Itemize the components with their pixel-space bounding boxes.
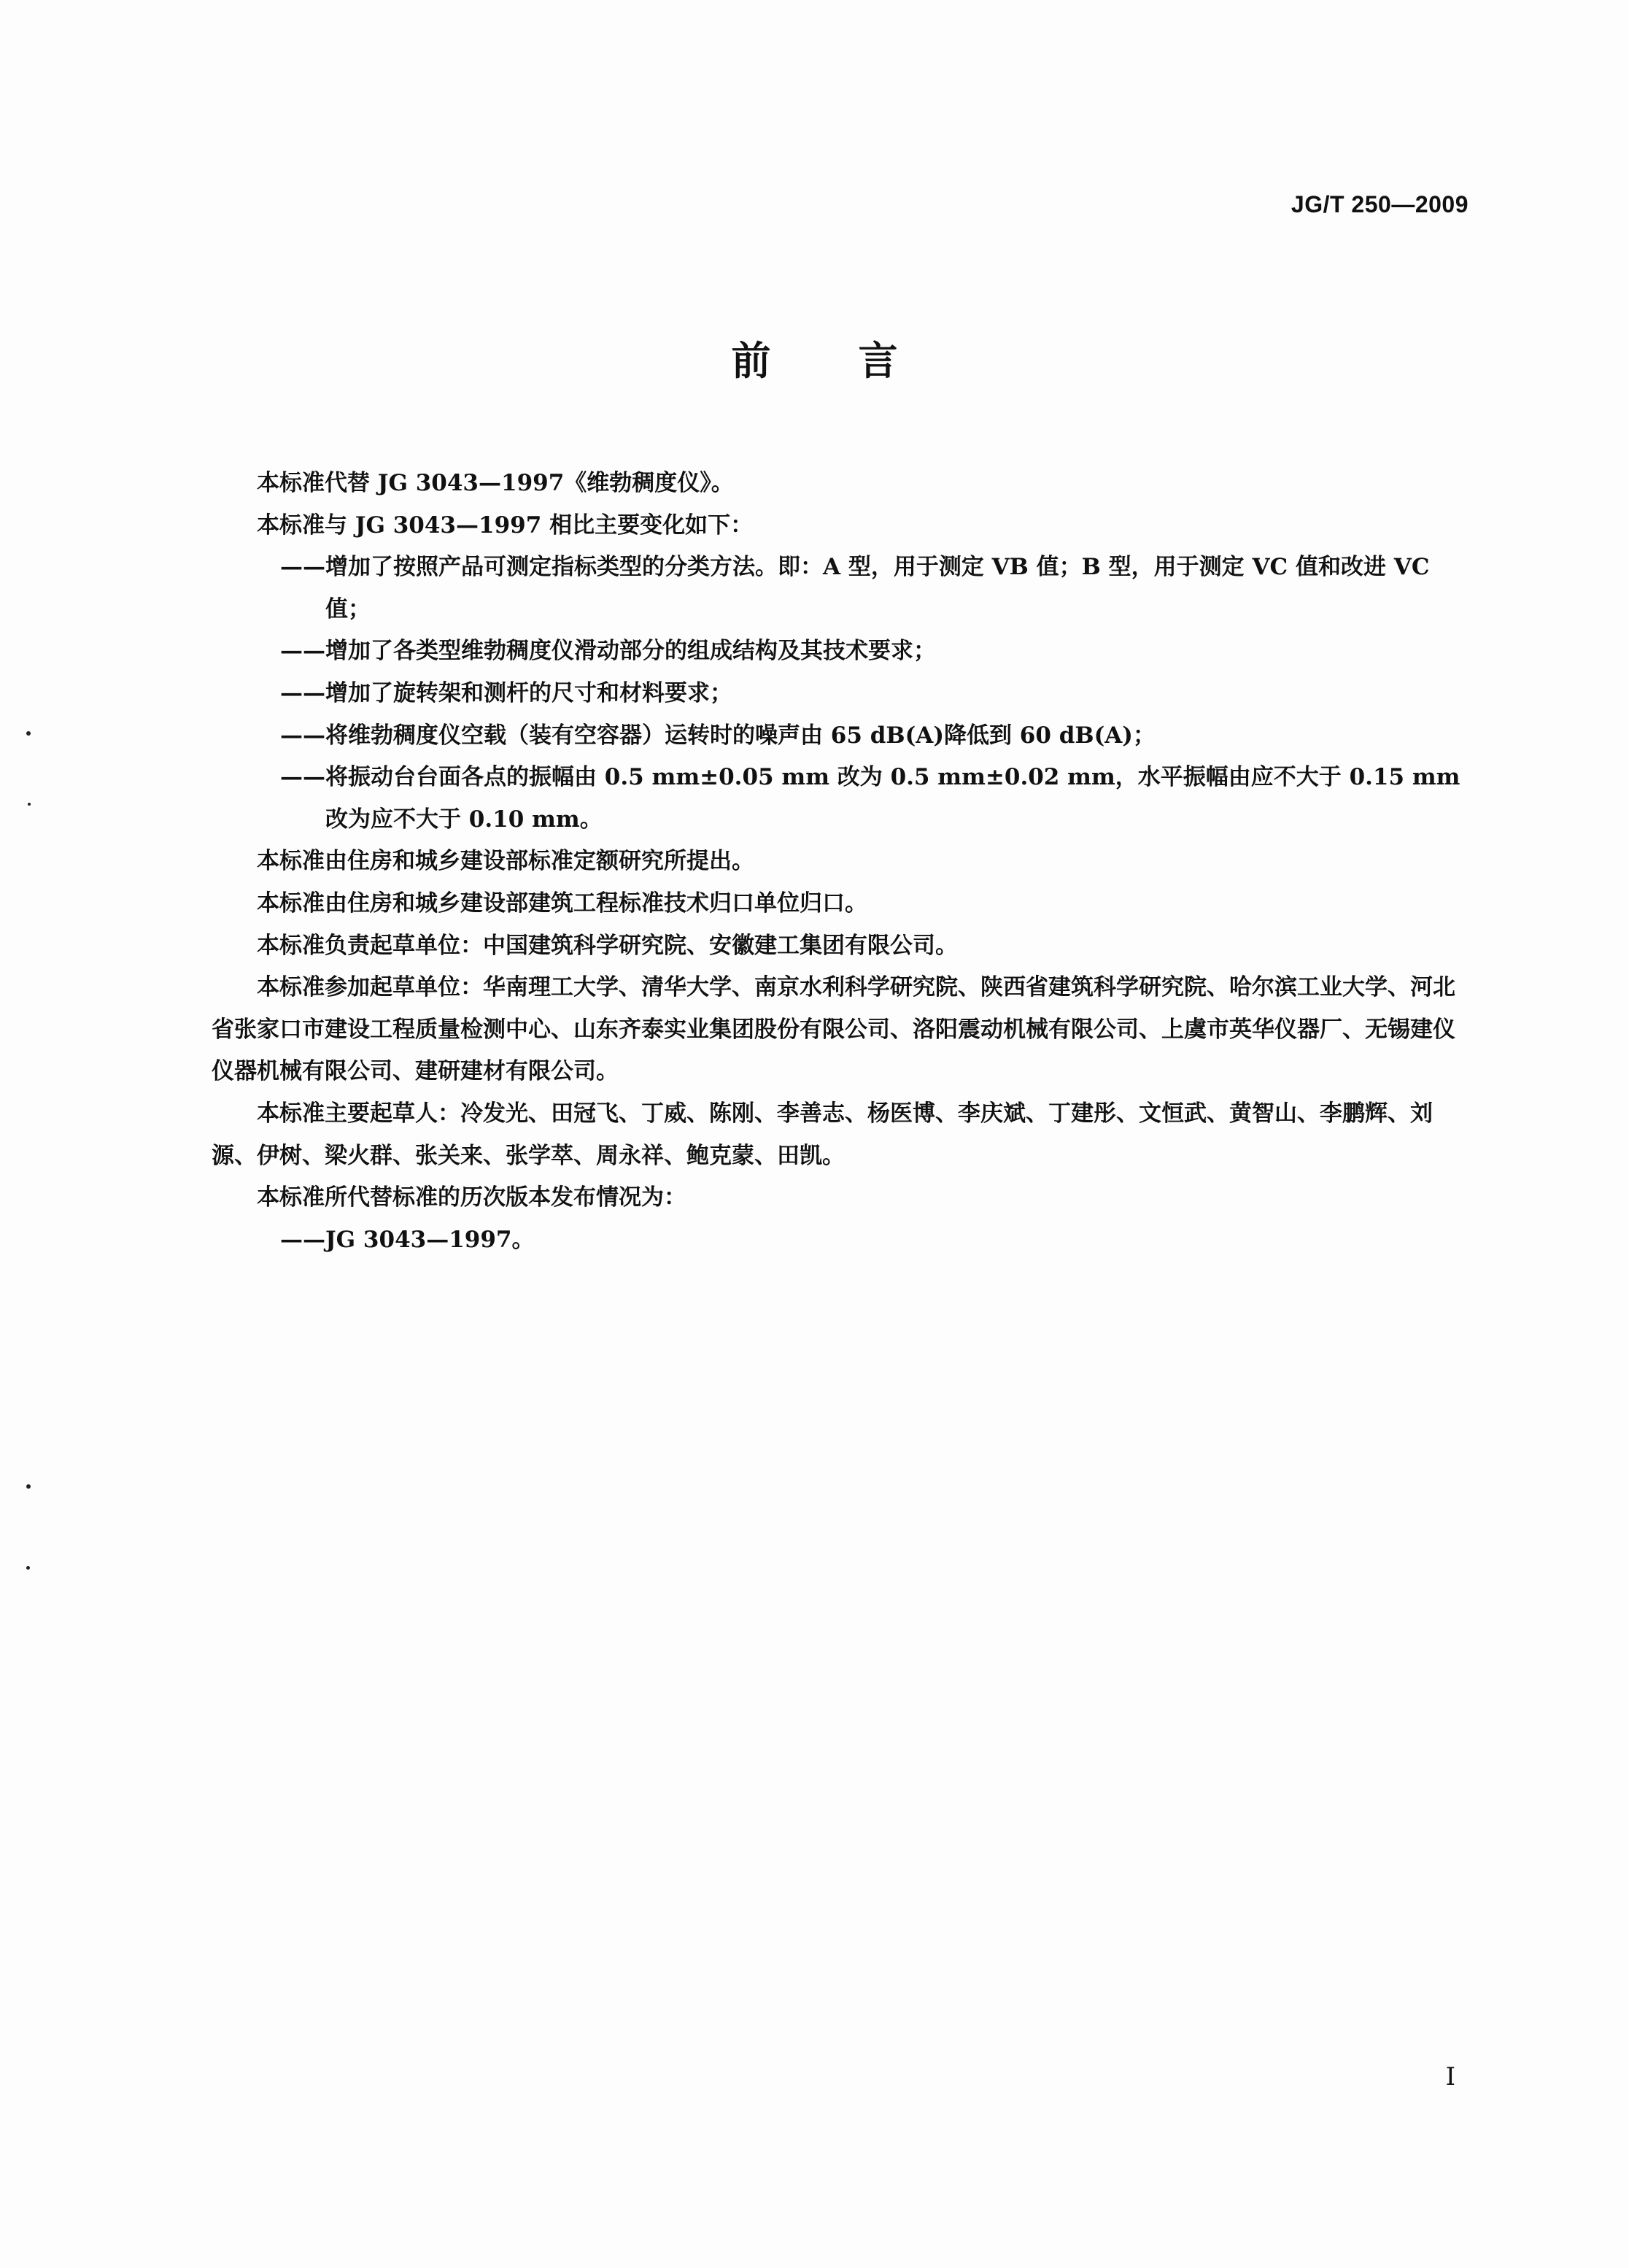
change-item-text: 增加了各类型维勃稠度仪滑动部分的组成结构及其技术要求； xyxy=(325,638,936,665)
title-char-2: 言 xyxy=(858,338,898,384)
change-item xyxy=(212,715,1474,757)
previous-version-text: JG 3043—1997。 xyxy=(325,1226,535,1253)
scan-speck xyxy=(28,803,31,806)
scan-speck xyxy=(26,1566,30,1570)
change-item-text: 将维勃稠度仪空载（装有空容器）运转时的噪声由 65 dB(A)降低到 60 dB(A)； xyxy=(325,722,1156,749)
page-title xyxy=(0,330,1629,386)
change-item xyxy=(212,547,1474,630)
dash-mark: —— xyxy=(280,764,325,791)
foreword-body xyxy=(212,463,1474,1261)
dash-mark: —— xyxy=(280,1226,325,1253)
page-number: I xyxy=(1445,2062,1455,2091)
change-item xyxy=(212,673,1474,715)
paragraph-participating-drafters: 本标准参加起草单位：华南理工大学、清华大学、南京水利科学研究院、陕西省建筑科学研究院、哈尔滨工业大学、河北省张家口市建设工程质量检测中心、山东齐泰实业集团股份有限公司、洛阳震动机械有限公司、上虞市英华仪器厂、无锡建仪仪器机械有限公司、建研建材有限公司。 xyxy=(212,974,1455,1085)
dash-mark: —— xyxy=(280,554,325,581)
paragraph-main-drafters: 本标准主要起草人：冷发光、田冠飞、丁威、陈刚、李善志、杨医博、李庆斌、丁建彤、文恒武、黄智山、李鹏辉、刘源、伊树、梁火群、张关来、张学萃、周永祥、鲍克蒙、田凯。 xyxy=(212,1100,1433,1169)
change-item-text: 将振动台台面各点的振幅由 0.5 mm±0.05 mm 改为 0.5 mm±0.02 mm，水平振幅由应不大于 0.15 mm 改为应不大于 0.10 mm。 xyxy=(325,764,1460,833)
dash-mark: —— xyxy=(280,722,325,749)
dash-mark: —— xyxy=(280,638,325,665)
standard-code: JG/T 250—2009 xyxy=(1291,191,1469,217)
title-char-1: 前 xyxy=(731,338,771,384)
previous-version-item xyxy=(212,1219,1474,1262)
paragraph-proposed-by: 本标准由住房和城乡建设部标准定额研究所提出。 xyxy=(257,848,754,875)
scan-speck xyxy=(26,1484,31,1489)
change-item-text: 增加了旋转架和测杆的尺寸和材料要求； xyxy=(325,679,732,706)
scan-speck xyxy=(26,731,31,736)
paragraph-administered-by: 本标准由住房和城乡建设部建筑工程标准技术归口单位归口。 xyxy=(257,890,867,917)
dash-mark: —— xyxy=(280,679,325,706)
paragraph-replaces: 本标准代替 JG 3043—1997《维勃稠度仪》。 xyxy=(257,470,734,496)
paragraph-lead-drafters: 本标准负责起草单位：中国建筑科学研究院、安徽建工集团有限公司。 xyxy=(257,932,958,959)
change-item xyxy=(212,757,1474,841)
paragraph-previous-versions-intro: 本标准所代替标准的历次版本发布情况为： xyxy=(257,1184,686,1211)
change-item-text: 增加了按照产品可测定指标类型的分类方法。即：A 型，用于测定 VB 值；B 型，用于测定 VC 值和改进 VC 值； xyxy=(325,554,1430,622)
paragraph-changes-intro: 本标准与 JG 3043—1997 相比主要变化如下： xyxy=(257,512,754,539)
change-item xyxy=(212,630,1474,673)
